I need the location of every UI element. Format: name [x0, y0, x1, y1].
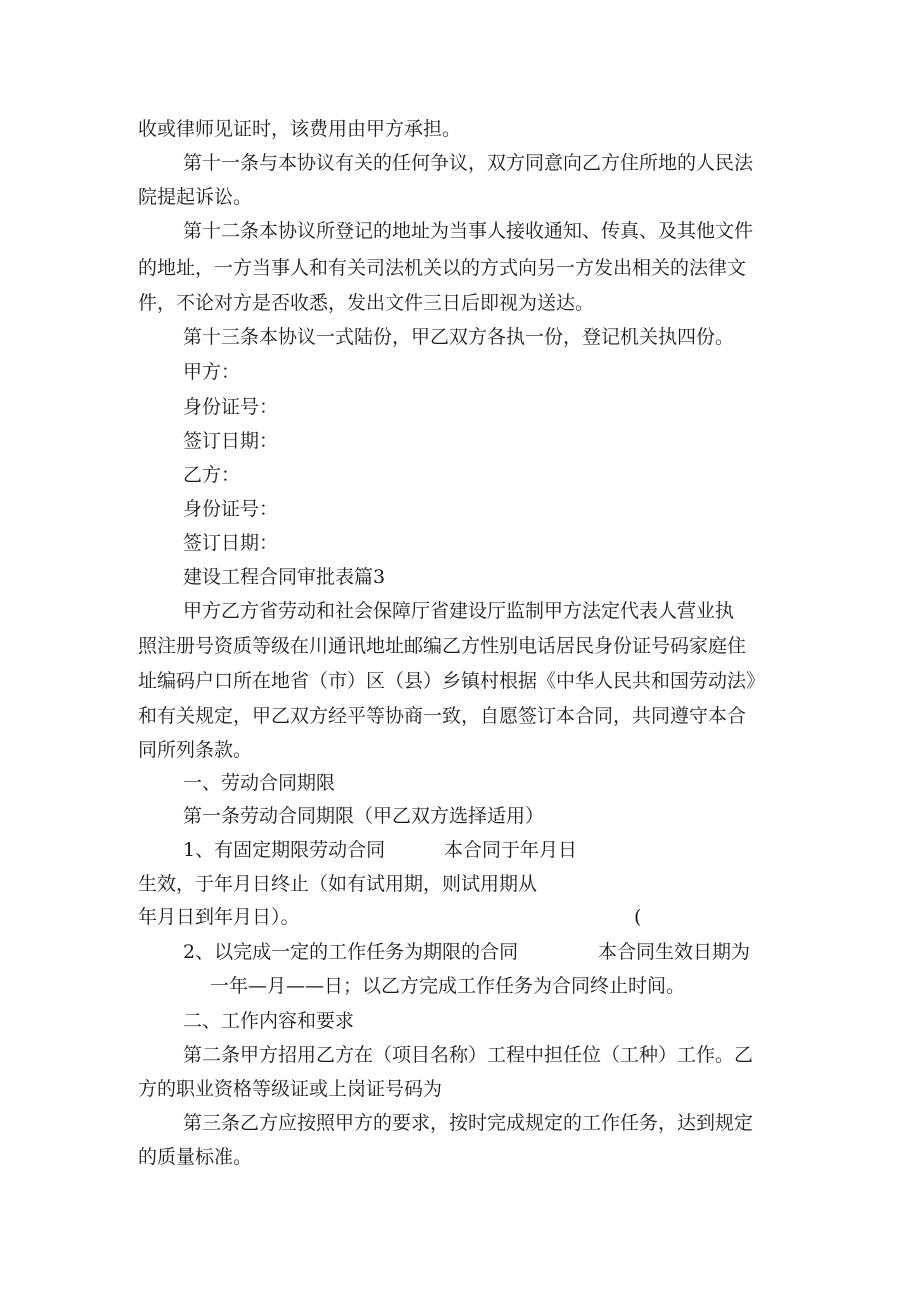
text-line-27: 2、以完成一定的工作任务为期限的合同 [183, 941, 519, 963]
text-line-11: 乙方： [183, 464, 241, 486]
text-line-24: 生效，于年月日终止（如有试用期，则试用期从 [138, 873, 538, 895]
text-line-34: 的质量标准。 [138, 1146, 253, 1168]
text-line-29: 一年—月——日；以乙方完成工作任务为合同终止时间。 [210, 975, 686, 997]
text-line-8: 甲方： [183, 361, 241, 383]
text-line-32: 方的职业资格等级证或上岗证号码为 [138, 1078, 443, 1100]
open-paren-mark: ( [634, 906, 642, 928]
text-line-3: 院提起诉讼。 [138, 186, 253, 208]
text-line-10: 签订日期： [183, 430, 279, 452]
text-line-1: 收或律师见证时，该费用由甲方承担。 [138, 118, 462, 140]
text-line-22: 1、有固定期限劳动合同 [183, 839, 386, 861]
text-line-31: 第二条甲方招用乙方在（项目名称）工程中担任位（工种）工作。乙 [183, 1044, 754, 1066]
text-line-15: 甲方乙方省劳动和社会保障厅省建设厅监制甲方法定代表人营业执 [183, 600, 735, 622]
text-line-13: 签订日期： [183, 532, 279, 554]
text-line-17: 址编码户口所在地省（市）区（县）乡镇村根据《中华人民共和国劳动法》 [138, 670, 766, 692]
text-line-28: 本合同生效日期为 [598, 941, 751, 963]
text-line-23: 本合同于年月日 [444, 839, 578, 861]
text-line-5: 的地址，一方当事人和有关司法机关以的方式向另一方发出相关的法律文 [138, 257, 747, 279]
text-line-2: 第十一条与本协议有关的任何争议，双方同意向乙方住所地的人民法 [183, 152, 754, 174]
text-line-20: 一、劳动合同期限 [183, 772, 336, 794]
text-line-25: 年月日到年月日）。 [138, 906, 300, 928]
text-line-33: 第三条乙方应按照甲方的要求，按时完成规定的工作任务，达到规定 [183, 1112, 754, 1134]
text-line-19: 同所列条款。 [138, 739, 253, 761]
text-line-4: 第十二条本协议所登记的地址为当事人接收通知、传真、及其他文件 [183, 220, 754, 242]
text-line-9: 身份证号： [183, 396, 279, 418]
text-line-16: 照注册号资质等级在川通讯地址邮编乙方性别电话居民身份证号码家庭住 [138, 635, 747, 657]
text-line-30: 二、工作内容和要求 [183, 1010, 355, 1032]
text-line-6: 件，不论对方是否收悉，发出文件三日后即视为送达。 [138, 292, 595, 314]
text-line-18: 和有关规定，甲乙双方经平等协商一致，自愿签订本合同，共同遵守本合 [138, 705, 747, 727]
section-heading: 建设工程合同审批表篇3 [183, 566, 386, 588]
text-line-7: 第十三条本协议一式陆份，甲乙双方各执一份，登记机关执四份。 [183, 326, 735, 348]
text-line-12: 身份证号： [183, 498, 279, 520]
text-line-21: 第一条劳动合同期限（甲乙双方选择适用） [183, 805, 545, 827]
